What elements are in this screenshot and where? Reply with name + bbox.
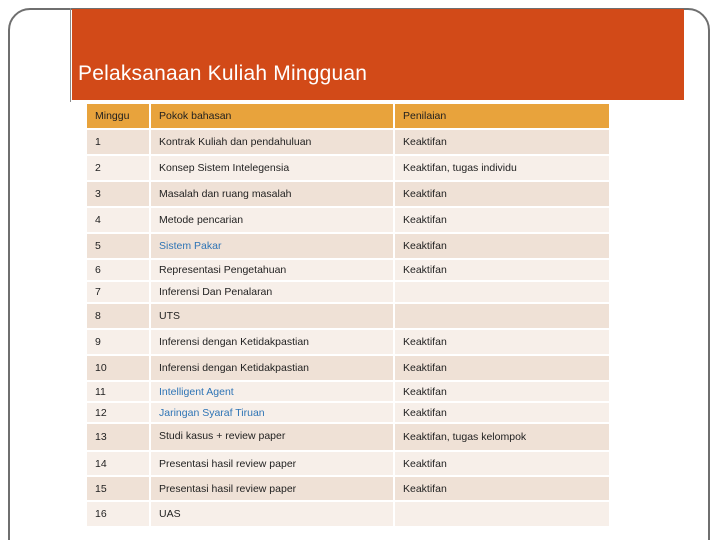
cell-topic: Representasi Pengetahuan — [150, 259, 394, 281]
cell-week: 15 — [87, 476, 150, 501]
schedule-table-container — [87, 104, 610, 528]
title-divider — [70, 8, 71, 102]
cell-topic: UAS — [150, 501, 394, 527]
cell-week: 4 — [87, 207, 150, 233]
header-pokok-bahasan: Pokok bahasan — [150, 104, 394, 129]
cell-assessment: Keaktifan — [394, 329, 610, 355]
cell-assessment: Keaktifan — [394, 129, 610, 155]
table-row — [87, 259, 610, 281]
table-row — [87, 207, 610, 233]
table-row — [87, 233, 610, 259]
cell-topic: UTS — [150, 303, 394, 329]
cell-topic: Kontrak Kuliah dan pendahuluan — [150, 129, 394, 155]
cell-topic: Presentasi hasil review paper — [150, 451, 394, 476]
cell-assessment: Keaktifan — [394, 476, 610, 501]
table-row — [87, 155, 610, 181]
cell-topic: Konsep Sistem Intelegensia — [150, 155, 394, 181]
cell-topic: Metode pencarian — [150, 207, 394, 233]
cell-week: 1 — [87, 129, 150, 155]
cell-topic-link[interactable]: Sistem Pakar — [150, 233, 394, 259]
table-row — [87, 181, 610, 207]
cell-week: 13 — [87, 423, 150, 451]
cell-assessment: Keaktifan — [394, 259, 610, 281]
cell-topic: Inferensi dengan Ketidakpastian — [150, 355, 394, 381]
table-row — [87, 381, 610, 402]
cell-topic: Masalah dan ruang masalah — [150, 181, 394, 207]
cell-assessment: Keaktifan — [394, 402, 610, 423]
cell-assessment: Keaktifan — [394, 355, 610, 381]
cell-week: 7 — [87, 281, 150, 303]
cell-week: 2 — [87, 155, 150, 181]
cell-week: 8 — [87, 303, 150, 329]
cell-assessment: Keaktifan — [394, 181, 610, 207]
cell-week: 16 — [87, 501, 150, 527]
table-row — [87, 476, 610, 501]
table-row — [87, 281, 610, 303]
table-row — [87, 303, 610, 329]
header-penilaian: Penilaian — [394, 104, 610, 129]
cell-week: 12 — [87, 402, 150, 423]
table-row — [87, 423, 610, 451]
cell-assessment: Keaktifan — [394, 381, 610, 402]
cell-topic-link[interactable]: Jaringan Syaraf Tiruan — [150, 402, 394, 423]
cell-week: 10 — [87, 355, 150, 381]
cell-topic: Presentasi hasil review paper — [150, 476, 394, 501]
cell-topic: Inferensi Dan Penalaran — [150, 281, 394, 303]
cell-week: 5 — [87, 233, 150, 259]
cell-week: 9 — [87, 329, 150, 355]
cell-topic-link[interactable]: Intelligent Agent — [150, 381, 394, 402]
cell-assessment — [394, 501, 610, 527]
table-row — [87, 129, 610, 155]
table-row — [87, 501, 610, 527]
table-row — [87, 451, 610, 476]
cell-topic: Inferensi dengan Ketidakpastian — [150, 329, 394, 355]
header-minggu: Minggu — [87, 104, 150, 129]
cell-week: 11 — [87, 381, 150, 402]
cell-assessment — [394, 303, 610, 329]
table-row — [87, 355, 610, 381]
cell-assessment: Keaktifan, tugas kelompok — [394, 423, 610, 451]
cell-assessment: Keaktifan — [394, 207, 610, 233]
cell-week: 3 — [87, 181, 150, 207]
title-bar — [72, 9, 684, 100]
cell-assessment — [394, 281, 610, 303]
cell-topic: Studi kasus + review paper — [150, 423, 394, 451]
schedule-table — [87, 104, 611, 528]
slide-title: Pelaksanaan Kuliah Mingguan — [78, 62, 368, 85]
cell-assessment: Keaktifan — [394, 451, 610, 476]
table-row — [87, 329, 610, 355]
cell-assessment: Keaktifan, tugas individu — [394, 155, 610, 181]
table-row — [87, 402, 610, 423]
cell-week: 6 — [87, 259, 150, 281]
cell-week: 14 — [87, 451, 150, 476]
cell-assessment: Keaktifan — [394, 233, 610, 259]
table-header-row — [87, 104, 610, 129]
